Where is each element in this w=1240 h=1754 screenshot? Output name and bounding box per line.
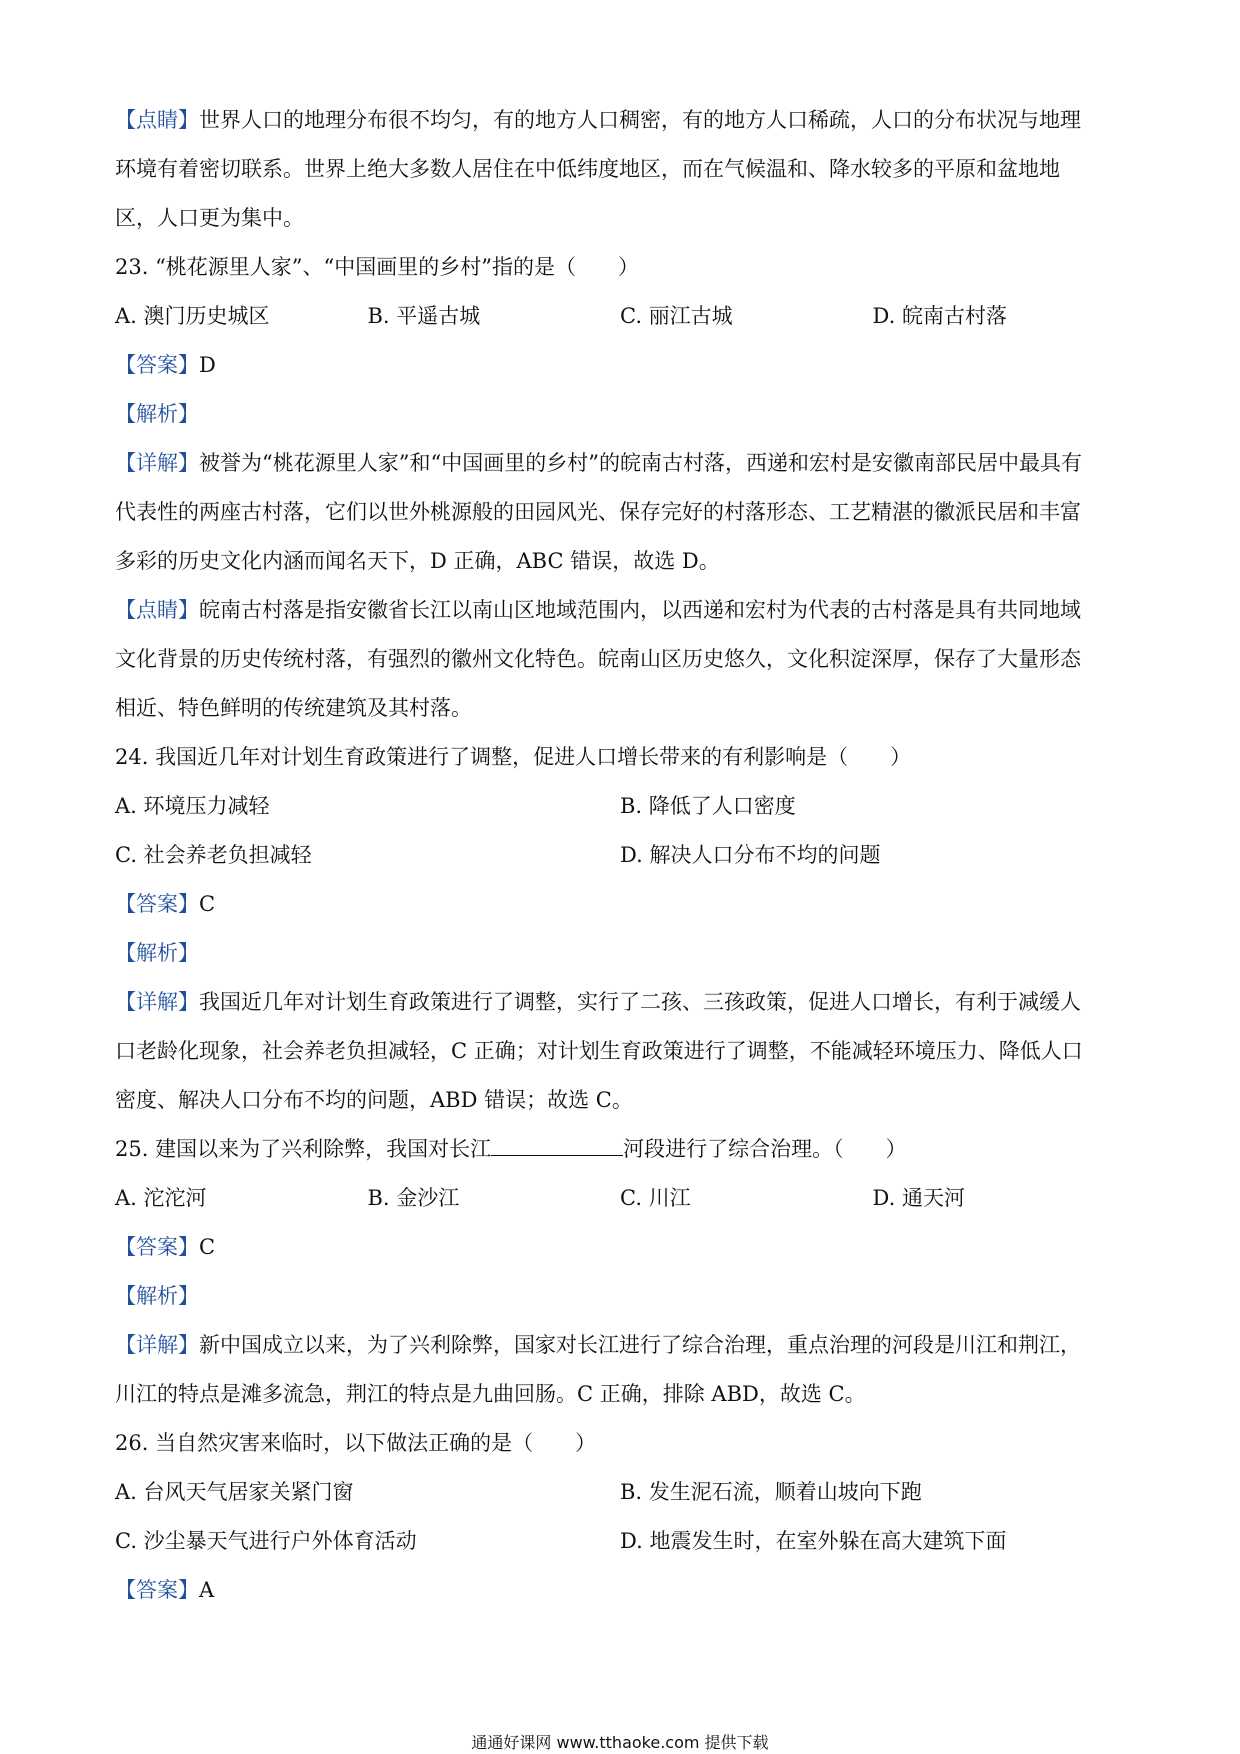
option-c: C. 沙尘暴天气进行户外体育活动 <box>115 1529 417 1553</box>
point-tag: 【点睛】 <box>115 108 199 132</box>
question-25-answer: 【答案】C <box>115 1235 216 1259</box>
question-24-options-row-1 <box>115 782 1125 831</box>
option-d: D. 通天河 <box>872 1186 965 1210</box>
question-24-analysis: 【解析】 <box>115 941 199 965</box>
intro-point-line-1: 【点睛】世界人口的地理分布很不均匀，有的地方人口稠密，有的地方人口稀疏，人口的分布状况与地理 <box>115 108 1081 132</box>
question-24-answer: 【答案】C <box>115 892 216 916</box>
intro-point-line-3: 区，人口更为集中。 <box>115 206 304 230</box>
option-c: C. 丽江古城 <box>620 304 733 328</box>
option-d: D. 地震发生时，在室外躲在高大建筑下面 <box>620 1529 1007 1553</box>
page-footer: 通通好课网 www.tthaoke.com 提供下载 <box>471 1733 769 1752</box>
question-23-stem: 23. “桃花源里人家”、“中国画里的乡村”指的是（ ） <box>115 255 640 279</box>
option-a: A. 澳门历史城区 <box>115 304 270 328</box>
document-page <box>115 96 1125 1615</box>
question-23-detail-line-1: 【详解】被誉为“桃花源里人家”和“中国画里的乡村”的皖南古村落，西递和宏村是安徽南部民居中最具有 <box>115 451 1082 475</box>
option-b: B. 金沙江 <box>367 1186 460 1210</box>
question-25-stem: 25. 建国以来为了兴利除弊，我国对长江 河段进行了综合治理。（ ） <box>115 1125 1125 1174</box>
option-a: A. 沱沱河 <box>115 1186 207 1210</box>
question-24-detail-line-2: 口老龄化现象，社会养老负担减轻，C 正确；对计划生育政策进行了调整，不能减轻环境压力、降低人口 <box>115 1039 1083 1063</box>
fill-in-blank <box>491 1133 623 1156</box>
question-25-detail-line-2: 川江的特点是滩多流急，荆江的特点是九曲回肠。C 正确，排除 ABD，故选 C。 <box>115 1382 866 1406</box>
question-24-detail-line-1: 【详解】我国近几年对计划生育政策进行了调整，实行了二孩、三孩政策，促进人口增长，有利于减缓人 <box>115 990 1081 1014</box>
option-b: B. 发生泥石流，顺着山坡向下跑 <box>620 1480 922 1504</box>
option-b: B. 降低了人口密度 <box>620 794 796 818</box>
question-23-detail-line-3: 多彩的历史文化内涵而闻名天下，D 正确，ABC 错误，故选 D。 <box>115 549 720 573</box>
option-a: A. 台风天气居家关紧门窗 <box>115 1480 354 1504</box>
question-23-detail-line-2: 代表性的两座古村落，它们以世外桃源般的田园风光、保存完好的村落形态、工艺精湛的徽派民居和丰富 <box>115 500 1081 524</box>
question-25-analysis: 【解析】 <box>115 1284 199 1308</box>
intro-point-line-2: 环境有着密切联系。世界上绝大多数人居住在中低纬度地区，而在气候温和、降水较多的平原和盆地地 <box>115 157 1060 181</box>
option-c: C. 社会养老负担减轻 <box>115 843 312 867</box>
question-24-options-row-2 <box>115 831 1125 880</box>
question-25-options <box>115 1174 1125 1223</box>
option-b: B. 平遥古城 <box>367 304 481 328</box>
question-23-point-line-3: 相近、特色鲜明的传统建筑及其村落。 <box>115 696 472 720</box>
question-26-options-row-2 <box>115 1517 1125 1566</box>
question-26-answer: 【答案】A <box>115 1578 215 1602</box>
option-a: A. 环境压力减轻 <box>115 794 270 818</box>
question-26-options-row-1 <box>115 1468 1125 1517</box>
option-d: D. 皖南古村落 <box>872 304 1007 328</box>
question-23-options <box>115 292 1125 341</box>
question-23-answer: 【答案】D <box>115 353 216 377</box>
question-24-detail-line-3: 密度、解决人口分布不均的问题，ABD 错误；故选 C。 <box>115 1088 633 1112</box>
question-23-analysis: 【解析】 <box>115 402 199 426</box>
question-24-stem: 24. 我国近几年对计划生育政策进行了调整，促进人口增长带来的有利影响是（ ） <box>115 745 912 769</box>
option-c: C. 川江 <box>620 1186 691 1210</box>
question-23-point-line-1: 【点睛】皖南古村落是指安徽省长江以南山区地域范围内，以西递和宏村为代表的古村落是具有共同地域 <box>115 598 1081 622</box>
question-26-stem: 26. 当自然灾害来临时，以下做法正确的是（ ） <box>115 1431 597 1455</box>
question-25-detail-line-1: 【详解】新中国成立以来，为了兴利除弊，国家对长江进行了综合治理，重点治理的河段是川江和荆江， <box>115 1333 1081 1357</box>
question-23-point-line-2: 文化背景的历史传统村落，有强烈的徽州文化特色。皖南山区历史悠久，文化积淀深厚，保存了大量形态 <box>115 647 1081 671</box>
option-d: D. 解决人口分布不均的问题 <box>620 843 881 867</box>
